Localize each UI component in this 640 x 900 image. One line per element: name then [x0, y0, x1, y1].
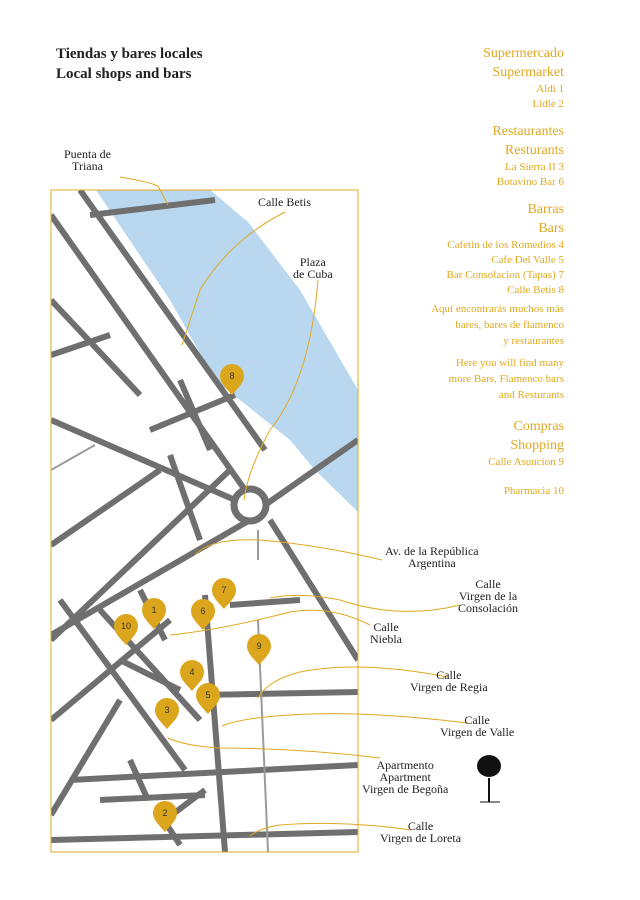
- legend-item: Cafe Del Valle 5: [491, 254, 564, 266]
- label-apartment-virgen-de-begona: [362, 759, 448, 795]
- label-line: Apartment: [379, 770, 431, 784]
- title-spanish: Tiendas y bares locales: [56, 46, 203, 62]
- legend-item: Lidle 2: [532, 98, 564, 110]
- road: [51, 445, 95, 470]
- label-line: Virgen de Valle: [440, 725, 515, 739]
- label-av-republica-argentina: [385, 545, 479, 569]
- label-calle-niebla: [370, 621, 402, 645]
- label-line: Virgen de Regia: [410, 680, 488, 694]
- label-virgen-de-la-consolacion: [458, 578, 518, 614]
- legend-supermarket-title-en: Supermarket: [492, 65, 564, 80]
- legend-item: Calle Betis 8: [507, 284, 564, 296]
- map-marker-number: 8: [229, 371, 235, 381]
- label-line: de Cuba: [293, 267, 333, 281]
- label-virgen-de-valle: [440, 714, 514, 738]
- note-line: Here you will find many: [455, 357, 564, 369]
- label-line: Calle Betis: [258, 195, 311, 209]
- legend-bars-title-es: Barras: [527, 202, 564, 217]
- label-line: Calle: [373, 620, 399, 634]
- legend-supermarket-title-es: Supermercado: [483, 46, 564, 61]
- road: [270, 520, 358, 660]
- map-marker-number: 9: [256, 641, 262, 651]
- tree-icon: [477, 755, 501, 802]
- legend-restaurants-title-en: Resturants: [504, 143, 564, 158]
- note-line: y restaurantes: [503, 335, 564, 347]
- label-virgen-de-regia: [410, 669, 488, 693]
- map-marker-number: 2: [162, 808, 168, 818]
- legend-item: Bar Consolacion (Tapas) 7: [446, 269, 564, 281]
- label-line: Plaza: [299, 255, 326, 269]
- leader-line: [222, 714, 468, 726]
- label-line: Argentina: [407, 556, 456, 570]
- label-plaza-de-cuba: [293, 256, 333, 280]
- label-line: Niebla: [370, 632, 402, 646]
- map-marker-number: 6: [200, 606, 206, 616]
- road: [200, 692, 358, 695]
- label-line: Calle: [436, 668, 462, 682]
- label-line: Calle: [475, 577, 501, 591]
- label-line: Virgen de Begoña: [362, 782, 449, 796]
- legend-item: Botavino Bar 6: [496, 176, 564, 188]
- label-calle-betis: [258, 196, 311, 208]
- legend-item: Pharmacia 10: [503, 485, 564, 497]
- label-line: Apartmento: [376, 758, 434, 772]
- road: [130, 760, 148, 800]
- legend-bars-title-en: Bars: [538, 221, 564, 236]
- road: [51, 832, 358, 840]
- map-marker-number: 3: [164, 705, 170, 715]
- legend-item: Aldi 1: [536, 83, 564, 95]
- label-line: Av. de la República: [385, 544, 479, 558]
- map-marker-number: 4: [189, 667, 195, 677]
- label-line: Calle: [407, 819, 434, 833]
- map-marker-2[interactable]: [153, 801, 177, 832]
- label-puenta-de-triana: [64, 148, 111, 172]
- leader-line: [168, 738, 380, 758]
- note-line: more Bars, Flamenco bars: [448, 373, 564, 385]
- map-marker-10[interactable]: [114, 614, 138, 645]
- road: [51, 470, 160, 545]
- map-marker-number: 10: [120, 621, 132, 631]
- legend-shopping-title-es: Compras: [513, 419, 564, 434]
- title-english: Local shops and bars: [56, 66, 192, 82]
- label-line: Virgen de Loreta: [380, 831, 462, 845]
- note-line: Aquí encontrarás muchos más: [431, 303, 564, 315]
- map-marker-6[interactable]: [191, 599, 215, 630]
- map-marker-3[interactable]: [155, 698, 179, 729]
- legend-item: Cafetin de los Romedios 4: [447, 239, 564, 251]
- legend-shopping-title-en: Shopping: [510, 438, 564, 453]
- label-line: Calle: [464, 713, 490, 727]
- map-marker-number: 5: [205, 690, 211, 700]
- road: [70, 765, 358, 780]
- label-line: Virgen de la: [458, 589, 518, 603]
- plaza-de-cuba-roundabout: [234, 489, 266, 521]
- label-virgen-de-loreta: [380, 820, 461, 844]
- legend-restaurants-title-es: Restaurantes: [492, 124, 564, 139]
- map-marker-number: 7: [221, 585, 227, 595]
- label-line: Triana: [72, 159, 103, 173]
- label-line: Puenta de: [64, 147, 111, 161]
- road: [205, 595, 225, 852]
- map-marker-number: 1: [151, 605, 157, 615]
- note-line: and Resturants: [498, 389, 564, 401]
- legend-item: La Sierra II 3: [505, 161, 564, 173]
- legend-item: Calle Asuncion 9: [488, 456, 564, 468]
- map-marker-9[interactable]: [247, 634, 271, 665]
- note-line: bares, bares de flamenco: [455, 319, 564, 331]
- road: [170, 455, 200, 540]
- label-line: Consolación: [458, 601, 518, 615]
- road: [230, 600, 300, 605]
